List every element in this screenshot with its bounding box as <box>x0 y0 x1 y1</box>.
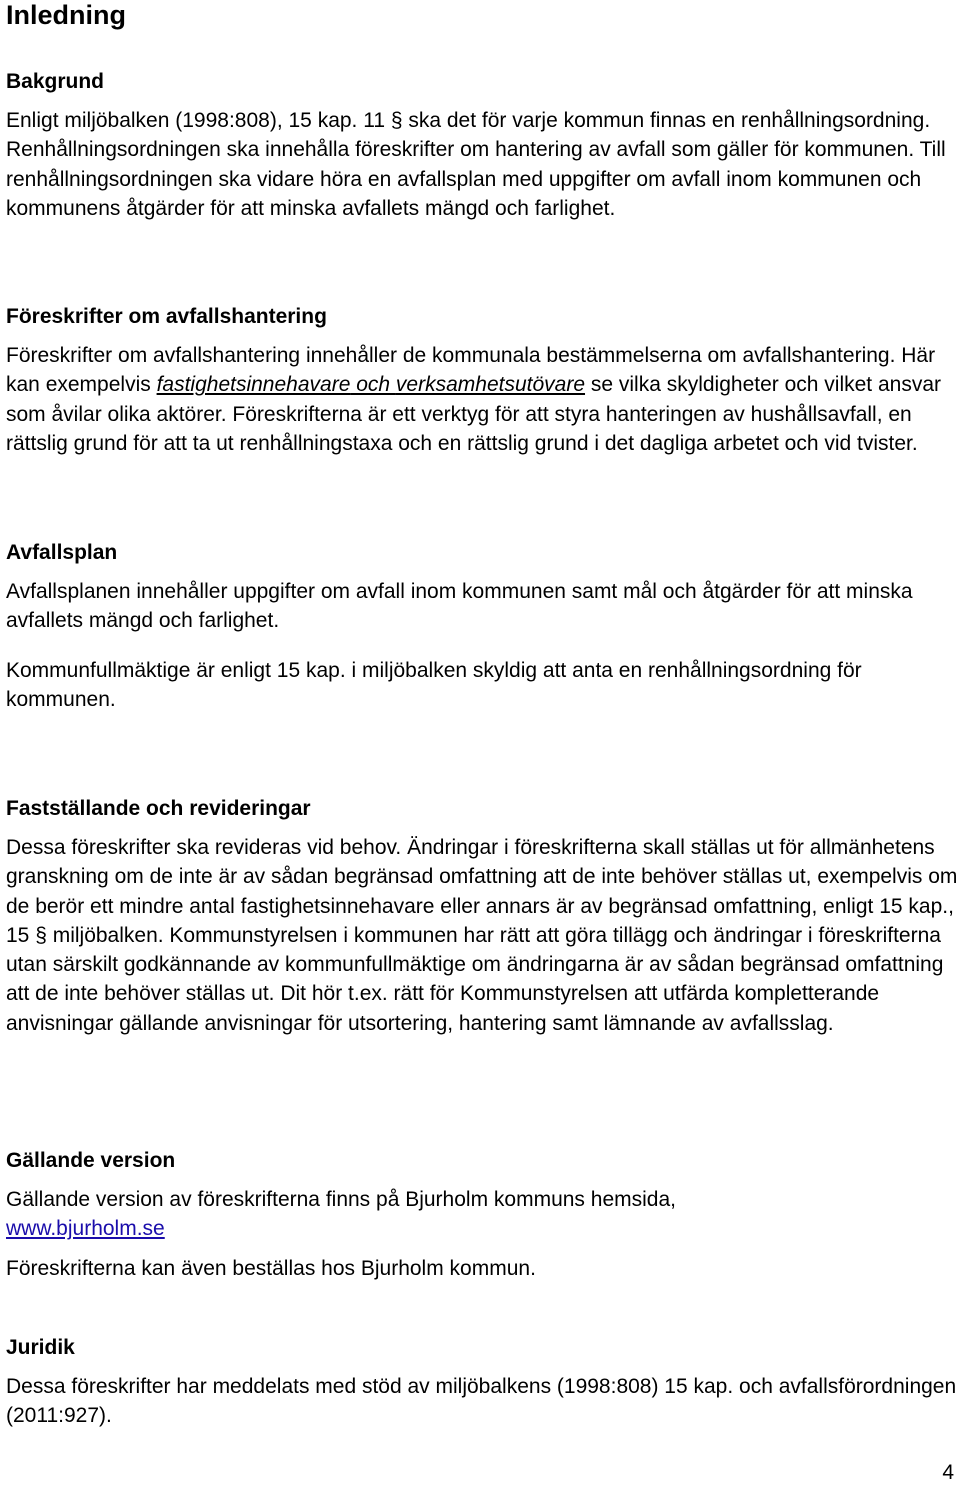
section-foreskrifter <box>6 302 958 458</box>
paragraph-gallande-1 <box>6 1185 958 1244</box>
heading-faststallande: Fastställande och revideringar <box>6 797 311 820</box>
page-number: 4 <box>942 1461 954 1484</box>
section-faststallande <box>6 794 958 1038</box>
heading-bakgrund: Bakgrund <box>6 70 105 93</box>
heading-avfallsplan: Avfallsplan <box>6 541 118 564</box>
paragraph-text: se vilka skyldigheter och vilket ansvar som åvilar olika aktörer. Föreskrifterna är ett verktyg för att styra hanteringen av hushållsavfall, en rättslig grund för att ta ut renhållningstaxa och en rättslig grund i det dagliga arbetet och vid tvister. <box>6 373 942 455</box>
paragraph-juridik: Dessa föreskrifter har meddelats med stöd av miljöbalkens (1998:808) 15 kap. och avfallsförordningen (2011:927). <box>6 1375 957 1428</box>
paragraph-gallande-2: Föreskrifterna kan även beställas hos Bjurholm kommun. <box>6 1256 536 1280</box>
paragraph-faststallande: Dessa föreskrifter ska revideras vid behov. Ändringar i föreskrifterna skall ställas ut för allmänhetens granskning om de inte är av sådan begränsad omfattning att de inte behöver ställas ut, exempelvis om de berör ett mindre antal fastighetsinnehavare eller annars är av begränsad omfattning, enligt 15 kap., 15 § miljöbalken. Kommunstyrelsen i kommunen har rätt att göra tillägg och ändringar i föreskrifterna utan särskilt godkännande av kommunfullmäktige om ändringarna är av sådan begränsad omfattning att de inte behöver ställas ut. Dit hör t.ex. rätt för Kommunstyrelsen att utfärda kompletterande anvisningar gällande anvisningar för utsortering, hantering samt lämnande av avfallsslag. <box>6 836 958 1035</box>
heading-juridik: Juridik <box>6 1336 75 1359</box>
heading-gallande: Gällande version <box>6 1149 176 1172</box>
paragraph-text: Föreskrifter om avfallshantering innehåller de kommunala bestämmelserna om avfallshantering. Här kan exempelvis <box>6 344 936 397</box>
paragraph-foreskrifter <box>6 341 958 458</box>
paragraph-avfallsplan-2: Kommunfullmäktige är enligt 15 kap. i miljöbalken skyldig att anta en renhållningsordning för kommunen. <box>6 658 862 711</box>
paragraph-text: Gällande version av föreskrifterna finns på Bjurholm kommuns hemsida, <box>6 1188 676 1211</box>
term-verksamhetsutovare: verksamhetsutövare <box>395 373 586 397</box>
term-connector: och <box>350 373 396 397</box>
website-link[interactable]: www.bjurholm.se <box>6 1217 165 1241</box>
heading-foreskrifter: Föreskrifter om avfallshantering <box>6 305 327 328</box>
section-gallande <box>6 1146 958 1283</box>
paragraph-bakgrund: Enligt miljöbalken (1998:808), 15 kap. 11 § ska det för varje kommun finnas en renhållningsordning. Renhållningsordningen ska innehålla föreskrifter om hantering av avfall som gäller för kommunen. Till renhållningsordningen ska vidare höra en avfallsplan med uppgifter om avfall inom kommunen och kommunens åtgärder för att minska avfallets mängd och farlighet. <box>6 109 946 220</box>
page-title: Inledning <box>6 0 126 30</box>
section-bakgrund <box>6 67 958 223</box>
term-fastighetsinnehavare: fastighetsinnehavare <box>156 373 351 397</box>
section-juridik <box>6 1333 958 1431</box>
section-avfallsplan <box>6 538 958 714</box>
paragraph-avfallsplan-1: Avfallsplanen innehåller uppgifter om avfall inom kommunen samt mål och åtgärder för att minska avfallets mängd och farlighet. <box>6 580 913 633</box>
